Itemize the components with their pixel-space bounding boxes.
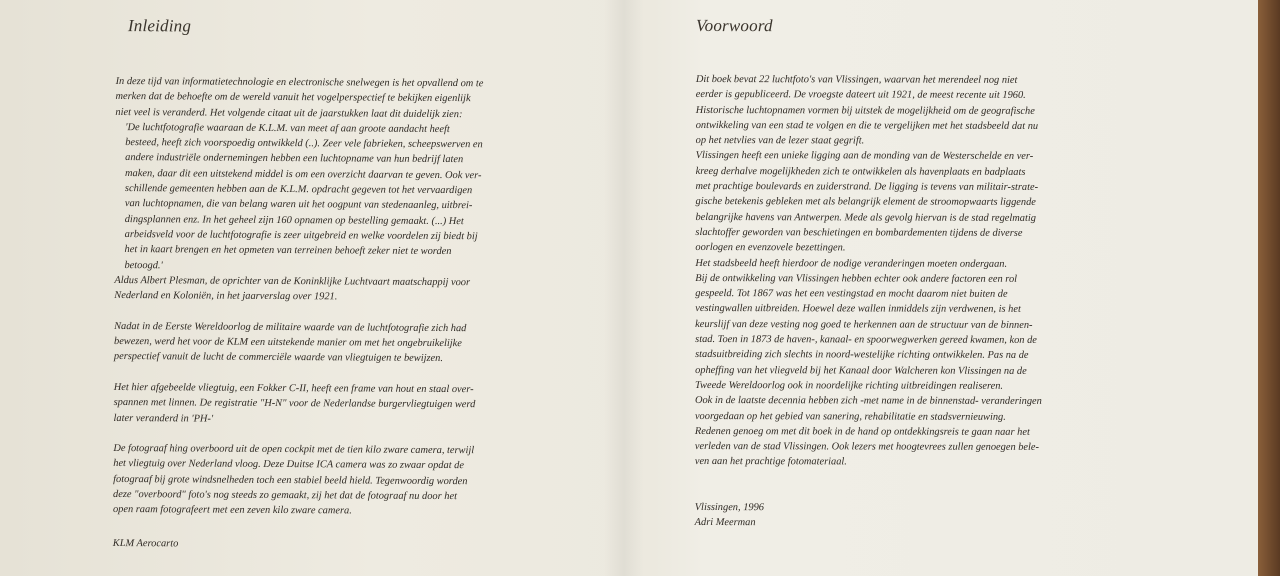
text-line: arbeidsveld voor de luchtfotografie is zeer uitgebreid en welke voordelen zij biedt bij [124, 229, 478, 243]
text-line: 'De luchtfotografie waaraan de K.L.M. van meet af aan groote aandacht heeft [125, 121, 450, 135]
text-line: belangrijke havens van Antwerpen. Mede als gevolg hiervan is de stad regelmatig [695, 211, 1037, 224]
left-page-body [113, 74, 586, 520]
text-line: deze "overboord" foto's nog steeds zo gemaakt, zij het dat de fotograaf nu door het [113, 489, 458, 503]
place-date: Vlissingen, 1996 [694, 501, 765, 513]
right-page-title: Voorwoord [695, 16, 773, 36]
page-fold [604, 0, 644, 576]
text-line: In deze tijd van informatietechnologie en electronische snelwegen is het opvallend om te [115, 75, 484, 90]
text-line: Het hier afgebeelde vliegtuig, een Fokker C-II, heeft een frame van hout en staal over- [113, 381, 474, 396]
text-line: betoogd.' [124, 259, 163, 271]
text-line: op het netvlies van de lezer staat gegrift. [695, 135, 865, 147]
text-line: Tweede Wereldoorlog ook in noordelijke richting uitbreidingen realiseren. [695, 379, 1004, 392]
left-page-credit: KLM Aerocarto [112, 537, 179, 549]
text-line: Vlissingen heeft een unieke ligging aan de monding van de Westerschelde en ver- [695, 150, 1034, 163]
text-line: merken dat de behoefte om de wereld vanuit het vogelperspectief te bekijken eigenlijk [115, 91, 471, 105]
text-line: Redenen genoeg om met dit boek in de hand op ontdekkingsreis te gaan naar het [694, 425, 1030, 438]
text-line: andere industriële ondernemingen hebben een luchtopname van hun bedrijf laten [125, 152, 464, 166]
text-line: oorlogen en evenzovele bezettingen. [695, 242, 846, 254]
right-page [695, 16, 1146, 531]
table-surface [1258, 0, 1280, 576]
right-page-body [695, 72, 1146, 471]
text-line: later veranderd in 'PH-' [113, 412, 214, 425]
text-line: gische betekenis gebleken met als belangrijk element de stroomopwaarts liggende [695, 196, 1036, 209]
text-line: eerder is gepubliceerd. De vroegste dateert uit 1921, de meest recente uit 1960. [695, 89, 1026, 102]
text-line: gespeeld. Tot 1867 was het een vestingstad en mocht daarom niet buiten de [695, 288, 1008, 300]
text-line: Dit boek bevat 22 luchtfoto's van Vlissingen, waarvan het merendeel nog niet [695, 73, 1018, 86]
text-line: besteed, heeft zich voorspoedig ontwikkeld (..). Zeer vele fabrieken, scheepswerven en [125, 137, 483, 151]
text-line: schillende gemeenten hebben aan de K.L.M. opdracht gegeven tot het vervaardigen [124, 183, 473, 197]
text-line: Aldus Albert Plesman, de oprichter van de Koninklijke Luchtvaart maatschappij voor [114, 274, 471, 289]
text-line: met prachtige boulevards en zuiderstrand. De ligging is tevens van militair-strate- [695, 181, 1039, 193]
text-line: bewezen, werd het voor de KLM een uitstekende manier om met het ongebruikelijke [113, 336, 462, 350]
text-line: De fotograaf hing overboord uit de open cockpit met de tien kilo zware camera, terwijl [113, 443, 475, 457]
text-line: Nederland en Koloniën, in het jaarverslag over 1921. [114, 290, 338, 303]
text-line: voorgedaan op het gebied van sanering, rehabilitatie en stadsvernieuwing. [694, 410, 1006, 423]
text-line: keurslijf van deze vesting nog goed te herkennen aan de structuur van de binnen- [695, 318, 1033, 331]
text-line: stad. Toen in 1873 de haven-, kanaal- en spoorwegwerken gereed kwamen, kon de [695, 334, 1037, 346]
text-line: maken, daar dit een uitstekend middel is om een overzicht daarvan te geven. Ook ver- [125, 167, 482, 182]
author-name: Adri Meerman [694, 517, 756, 529]
signature-block [695, 500, 1145, 532]
text-line: Ook in de laatste decennia hebben zich -met name in de binnenstad- veranderingen [694, 395, 1042, 408]
text-line: Bij de ontwikkeling van Vlissingen hebben echter ook andere factoren een rol [695, 272, 1018, 285]
left-page [113, 16, 586, 551]
text-line: perspectief vanuit de lucht de commerciële waarde van vliegtuigen te bewijzen. [113, 351, 443, 365]
text-line: het in kaart brengen en het opmeten van terreinen behoeft zeker niet te worden [124, 244, 452, 258]
text-line: opheffing van het vliegveld bij het Kanaal door Walcheren kon Vlissingen na de [695, 364, 1027, 377]
text-line: stadsuitbreiding zich slechts in noord-westelijke richting ontwikkelen. Pas na de [695, 349, 1029, 362]
text-line: niet veel is veranderd. Het volgende citaat uit de jaarstukken laat dit duidelijk zien: [115, 106, 463, 120]
text-line: fotograaf bij grote windsnelheden toch een stabiel beeld hield. Tegenwoordig worden [113, 473, 468, 487]
text-line: het vliegtuig over Nederland vloog. Deze Duitse ICA camera was zo zwaar opdat de [113, 458, 465, 472]
text-line: ontwikkeling van een stad te volgen en die te vergelijken met het stadsbeeld dat nu [695, 119, 1039, 132]
text-line: kreeg derhalve mogelijkheden zich te ontwikkelen als havenplaats en badplaats [695, 165, 1026, 178]
text-line: Nadat in de Eerste Wereldoorlog de militaire waarde van de luchtfotografie zich had [114, 320, 467, 334]
text-line: Het stadsbeeld heeft hierdoor de nodige veranderingen moeten ondergaan. [695, 257, 1008, 270]
text-line: spannen met linnen. De registratie "H-N" voor de Nederlandse burgervliegtuigen werd [113, 397, 476, 411]
text-line: dingsplannen enz. In het geheel zijn 160 opnamen op bestelling gemaakt. (...) Het [124, 213, 464, 227]
text-line: open raam fotografeert met een zeven kilo zware camera. [112, 504, 352, 517]
text-line: slachtoffer geworden van beschietingen en bombardementen tijdens de diverse [695, 226, 1023, 239]
left-page-title: Inleiding [127, 16, 192, 36]
text-line: van luchtopnamen, die van belang waren uit het oogpunt van stedenaanleg, uitbrei- [124, 198, 473, 212]
text-line: ven aan het prachtige fotomateriaal. [694, 456, 847, 468]
text-line: vestingwallen uitbreiden. Hoewel deze wallen inmiddels zijn verdwenen, is het [695, 303, 1021, 316]
text-line: Historische luchtopnamen vormen bij uitstek de mogelijkheid om de geografische [695, 104, 1035, 117]
text-line: verleden van de stad Vlissingen. Ook lezers met hoogtevrees zullen genoegen bele- [694, 441, 1040, 454]
